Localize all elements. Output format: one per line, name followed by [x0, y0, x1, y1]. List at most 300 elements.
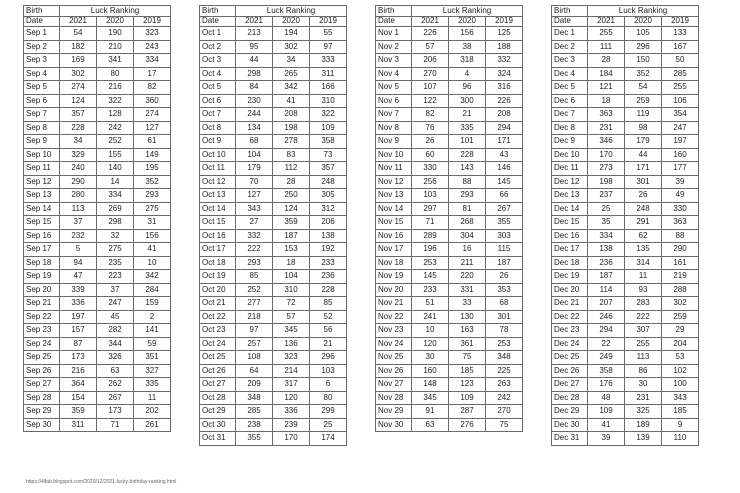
rank-cell: 294 — [588, 324, 625, 338]
rank-cell: 185 — [662, 405, 699, 419]
rank-cell: 291 — [625, 216, 662, 230]
rank-cell: 57 — [273, 310, 310, 324]
rank-cell: 326 — [97, 351, 134, 365]
rank-cell: 161 — [662, 256, 699, 270]
rank-cell: 47 — [60, 270, 97, 284]
birth-date-cell: Nov 12 — [376, 175, 412, 189]
table-row — [552, 216, 699, 230]
rank-cell: 361 — [449, 337, 486, 351]
table-row — [200, 243, 347, 257]
rank-cell: 177 — [662, 162, 699, 176]
rank-cell: 11 — [134, 391, 171, 405]
birth-date-cell: Oct 8 — [200, 121, 236, 135]
year-header: 2019 — [310, 16, 347, 27]
rank-cell: 322 — [97, 94, 134, 108]
birth-date-cell: Oct 6 — [200, 94, 236, 108]
table-row — [376, 297, 523, 311]
table-row — [376, 108, 523, 122]
birth-date-cell: Dec 9 — [552, 135, 588, 149]
birth-date-cell: Sep 27 — [24, 378, 60, 392]
rank-cell: 60 — [412, 148, 449, 162]
birth-date-cell: Dec 27 — [552, 378, 588, 392]
rank-cell: 30 — [625, 378, 662, 392]
rank-cell: 268 — [449, 216, 486, 230]
rank-cell: 26 — [625, 189, 662, 203]
birth-date-cell: Sep 29 — [24, 405, 60, 419]
birth-date-cell: Dec 12 — [552, 175, 588, 189]
birth-date-cell: Oct 28 — [200, 391, 236, 405]
table-row — [24, 81, 171, 95]
rank-cell: 34 — [273, 54, 310, 68]
rank-cell: 29 — [662, 324, 699, 338]
rank-cell: 237 — [588, 189, 625, 203]
rank-cell: 275 — [134, 202, 171, 216]
header-row-2 — [552, 16, 699, 27]
rank-cell: 236 — [588, 256, 625, 270]
birth-date-cell: Oct 25 — [200, 351, 236, 365]
table-row — [24, 378, 171, 392]
rank-cell: 63 — [97, 364, 134, 378]
rank-cell: 171 — [486, 135, 523, 149]
rank-cell: 192 — [310, 243, 347, 257]
rank-cell: 6 — [310, 378, 347, 392]
rank-cell: 179 — [236, 162, 273, 176]
rank-cell: 173 — [97, 405, 134, 419]
header-row-1 — [200, 6, 347, 17]
birth-date-cell: Sep 10 — [24, 148, 60, 162]
rank-cell: 41 — [588, 418, 625, 432]
rank-cell: 176 — [588, 378, 625, 392]
rank-cell: 49 — [662, 189, 699, 203]
rank-cell: 239 — [273, 418, 310, 432]
birth-date-cell: Oct 30 — [200, 418, 236, 432]
birth-date-cell: Dec 14 — [552, 202, 588, 216]
birth-date-cell: Sep 11 — [24, 162, 60, 176]
birth-date-cell: Sep 19 — [24, 270, 60, 284]
rank-cell: 209 — [236, 378, 273, 392]
rank-cell: 160 — [412, 364, 449, 378]
birth-date-cell: Nov 7 — [376, 108, 412, 122]
table-row — [24, 351, 171, 365]
rank-cell: 138 — [310, 229, 347, 243]
rank-cell: 244 — [236, 108, 273, 122]
rank-cell: 214 — [273, 364, 310, 378]
rank-cell: 51 — [412, 297, 449, 311]
rank-cell: 98 — [625, 121, 662, 135]
rank-cell: 252 — [97, 135, 134, 149]
rank-cell: 108 — [236, 351, 273, 365]
rank-cell: 102 — [662, 364, 699, 378]
table-row — [552, 148, 699, 162]
birth-date-cell: Nov 23 — [376, 324, 412, 338]
rank-cell: 197 — [662, 135, 699, 149]
birth-date-cell: Dec 18 — [552, 256, 588, 270]
table-row — [200, 108, 347, 122]
rank-cell: 95 — [236, 40, 273, 54]
rank-cell: 194 — [273, 27, 310, 41]
rank-cell: 247 — [97, 297, 134, 311]
birth-date-cell: Dec 13 — [552, 189, 588, 203]
rank-cell: 294 — [486, 121, 523, 135]
rank-cell: 355 — [236, 432, 273, 446]
rank-cell: 345 — [273, 324, 310, 338]
rank-cell: 21 — [310, 337, 347, 351]
rank-cell: 316 — [486, 81, 523, 95]
header-row-1 — [376, 6, 523, 17]
rank-cell: 45 — [97, 310, 134, 324]
rank-cell: 318 — [449, 54, 486, 68]
rank-cell: 127 — [236, 189, 273, 203]
table-row — [552, 310, 699, 324]
rank-cell: 72 — [273, 297, 310, 311]
rank-cell: 296 — [310, 351, 347, 365]
rank-cell: 109 — [588, 405, 625, 419]
rank-cell: 187 — [588, 270, 625, 284]
rank-cell: 334 — [588, 229, 625, 243]
rank-cell: 50 — [662, 54, 699, 68]
rank-cell: 154 — [60, 391, 97, 405]
rank-cell: 68 — [486, 297, 523, 311]
rank-cell: 127 — [134, 121, 171, 135]
rank-cell: 210 — [97, 40, 134, 54]
rank-cell: 38 — [449, 40, 486, 54]
table-row — [24, 189, 171, 203]
rank-cell: 302 — [60, 67, 97, 81]
birth-date-cell: Oct 5 — [200, 81, 236, 95]
rank-cell: 101 — [449, 135, 486, 149]
rank-cell: 94 — [60, 256, 97, 270]
rank-cell: 61 — [134, 135, 171, 149]
rank-cell: 253 — [486, 337, 523, 351]
birth-date-cell: Dec 4 — [552, 67, 588, 81]
rank-cell: 297 — [412, 202, 449, 216]
rank-cell: 113 — [625, 351, 662, 365]
rank-cell: 70 — [236, 175, 273, 189]
table-row — [24, 67, 171, 81]
table-row — [376, 270, 523, 284]
rank-cell: 310 — [273, 283, 310, 297]
birth-date-cell: Nov 2 — [376, 40, 412, 54]
rank-cell: 71 — [412, 216, 449, 230]
rank-cell: 236 — [310, 270, 347, 284]
rank-cell: 293 — [449, 189, 486, 203]
rank-cell: 157 — [60, 324, 97, 338]
year-header: 2020 — [449, 16, 486, 27]
table-row — [24, 418, 171, 432]
luck-ranking-header: Luck Ranking — [236, 6, 347, 17]
table-row — [376, 135, 523, 149]
birth-date-cell: Dec 16 — [552, 229, 588, 243]
year-header: 2019 — [486, 16, 523, 27]
rank-cell: 339 — [60, 283, 97, 297]
table-row — [376, 256, 523, 270]
rank-cell: 330 — [412, 162, 449, 176]
rank-cell: 145 — [412, 270, 449, 284]
table-row — [200, 135, 347, 149]
rank-cell: 243 — [134, 40, 171, 54]
rank-cell: 112 — [273, 162, 310, 176]
rank-cell: 330 — [662, 202, 699, 216]
rank-cell: 341 — [97, 54, 134, 68]
table-row — [200, 310, 347, 324]
rank-cell: 96 — [449, 81, 486, 95]
rank-cell: 342 — [134, 270, 171, 284]
rank-cell: 223 — [97, 270, 134, 284]
rank-cell: 252 — [236, 283, 273, 297]
rank-cell: 242 — [97, 121, 134, 135]
rank-cell: 353 — [486, 283, 523, 297]
table-row — [552, 337, 699, 351]
rank-cell: 155 — [97, 148, 134, 162]
rank-cell: 64 — [236, 364, 273, 378]
birth-date-cell: Nov 14 — [376, 202, 412, 216]
table-nov — [375, 5, 523, 432]
rank-cell: 216 — [97, 81, 134, 95]
rank-cell: 52 — [310, 310, 347, 324]
rank-cell: 262 — [97, 378, 134, 392]
birth-date-cell: Dec 28 — [552, 391, 588, 405]
rank-cell: 149 — [134, 148, 171, 162]
rank-cell: 276 — [449, 418, 486, 432]
rank-cell: 364 — [60, 378, 97, 392]
rank-cell: 159 — [134, 297, 171, 311]
rank-cell: 359 — [60, 405, 97, 419]
rank-cell: 352 — [625, 67, 662, 81]
birth-date-cell: Dec 15 — [552, 216, 588, 230]
rank-cell: 206 — [412, 54, 449, 68]
rank-cell: 121 — [588, 81, 625, 95]
rank-cell: 145 — [486, 175, 523, 189]
rank-cell: 285 — [236, 405, 273, 419]
table-row — [552, 202, 699, 216]
rank-cell: 27 — [236, 216, 273, 230]
rank-cell: 198 — [273, 121, 310, 135]
birth-date-cell: Nov 5 — [376, 81, 412, 95]
rank-cell: 41 — [273, 94, 310, 108]
table-row — [24, 27, 171, 41]
table-row — [200, 40, 347, 54]
year-header: 2020 — [625, 16, 662, 27]
year-header: 2021 — [412, 16, 449, 27]
rank-cell: 66 — [486, 189, 523, 203]
rank-cell: 143 — [449, 162, 486, 176]
luck-ranking-header: Luck Ranking — [60, 6, 171, 17]
rank-cell: 136 — [273, 337, 310, 351]
rank-cell: 208 — [486, 108, 523, 122]
table-row — [376, 94, 523, 108]
rank-cell: 301 — [625, 175, 662, 189]
year-header: 2021 — [60, 16, 97, 27]
rank-cell: 363 — [588, 108, 625, 122]
rank-cell: 55 — [310, 27, 347, 41]
rank-cell: 124 — [60, 94, 97, 108]
birth-date-cell: Dec 31 — [552, 432, 588, 446]
table-row — [200, 324, 347, 338]
rank-cell: 228 — [310, 283, 347, 297]
table-row — [200, 405, 347, 419]
rank-cell: 5 — [60, 243, 97, 257]
rank-cell: 249 — [588, 351, 625, 365]
date-header: Date — [552, 16, 588, 27]
rank-cell: 358 — [310, 135, 347, 149]
rank-cell: 153 — [273, 243, 310, 257]
table-row — [376, 40, 523, 54]
rank-cell: 332 — [236, 229, 273, 243]
rank-cell: 240 — [60, 162, 97, 176]
table-row — [24, 202, 171, 216]
rank-cell: 248 — [625, 202, 662, 216]
birth-date-cell: Nov 13 — [376, 189, 412, 203]
birth-date-cell: Sep 14 — [24, 202, 60, 216]
rank-cell: 225 — [486, 364, 523, 378]
rank-cell: 37 — [97, 283, 134, 297]
rank-cell: 282 — [97, 324, 134, 338]
rank-cell: 332 — [486, 54, 523, 68]
rank-cell: 134 — [236, 121, 273, 135]
rank-cell: 270 — [412, 67, 449, 81]
rank-cell: 307 — [625, 324, 662, 338]
birth-header: Birth — [200, 6, 236, 17]
rank-cell: 231 — [588, 121, 625, 135]
birth-date-cell: Oct 11 — [200, 162, 236, 176]
rank-cell: 169 — [60, 54, 97, 68]
rank-cell: 299 — [310, 405, 347, 419]
table-row — [200, 202, 347, 216]
rank-cell: 171 — [625, 162, 662, 176]
rank-cell: 302 — [273, 40, 310, 54]
rank-cell: 85 — [236, 270, 273, 284]
rank-cell: 39 — [662, 175, 699, 189]
rank-cell: 141 — [134, 324, 171, 338]
rank-cell: 44 — [236, 54, 273, 68]
birth-date-cell: Sep 23 — [24, 324, 60, 338]
table-row — [552, 432, 699, 446]
table-row — [24, 297, 171, 311]
rank-cell: 357 — [310, 162, 347, 176]
rank-cell: 68 — [236, 135, 273, 149]
rank-cell: 148 — [412, 378, 449, 392]
rank-cell: 123 — [449, 378, 486, 392]
rank-cell: 323 — [273, 351, 310, 365]
birth-date-cell: Dec 24 — [552, 337, 588, 351]
rank-cell: 37 — [60, 216, 97, 230]
rank-cell: 304 — [449, 229, 486, 243]
birth-date-cell: Dec 8 — [552, 121, 588, 135]
year-header: 2020 — [273, 16, 310, 27]
rank-cell: 25 — [588, 202, 625, 216]
birth-date-cell: Oct 4 — [200, 67, 236, 81]
table-row — [376, 189, 523, 203]
rank-cell: 354 — [662, 108, 699, 122]
birth-date-cell: Nov 20 — [376, 283, 412, 297]
header-row-2 — [24, 16, 171, 27]
rank-cell: 222 — [625, 310, 662, 324]
rank-cell: 273 — [588, 162, 625, 176]
birth-date-cell: Oct 9 — [200, 135, 236, 149]
birth-date-cell: Sep 25 — [24, 351, 60, 365]
birth-date-cell: Dec 5 — [552, 81, 588, 95]
rank-cell: 114 — [588, 283, 625, 297]
table-row — [552, 162, 699, 176]
birth-date-cell: Oct 3 — [200, 54, 236, 68]
rank-cell: 208 — [273, 108, 310, 122]
table-row — [24, 405, 171, 419]
rank-cell: 182 — [60, 40, 97, 54]
rank-cell: 250 — [273, 189, 310, 203]
table-row — [24, 94, 171, 108]
birth-date-cell: Nov 15 — [376, 216, 412, 230]
rank-cell: 113 — [60, 202, 97, 216]
year-header: 2020 — [97, 16, 134, 27]
table-row — [376, 202, 523, 216]
rank-cell: 82 — [412, 108, 449, 122]
rank-cell: 150 — [625, 54, 662, 68]
table-row — [376, 54, 523, 68]
table-row — [24, 337, 171, 351]
rank-cell: 39 — [588, 432, 625, 446]
rank-cell: 76 — [412, 121, 449, 135]
table-row — [24, 229, 171, 243]
rank-cell: 242 — [486, 391, 523, 405]
table-row — [24, 108, 171, 122]
rank-cell: 248 — [310, 175, 347, 189]
rank-cell: 255 — [625, 337, 662, 351]
rank-cell: 228 — [449, 148, 486, 162]
birth-date-cell: Oct 13 — [200, 189, 236, 203]
rank-cell: 288 — [662, 283, 699, 297]
rank-cell: 289 — [412, 229, 449, 243]
birth-date-cell: Dec 20 — [552, 283, 588, 297]
rank-cell: 247 — [662, 121, 699, 135]
rank-cell: 41 — [134, 243, 171, 257]
table-row — [24, 243, 171, 257]
rank-cell: 122 — [412, 94, 449, 108]
header-row-1 — [552, 6, 699, 17]
rank-cell: 336 — [60, 297, 97, 311]
rank-cell: 83 — [273, 148, 310, 162]
birth-date-cell: Nov 16 — [376, 229, 412, 243]
birth-date-cell: Nov 3 — [376, 54, 412, 68]
rank-cell: 357 — [60, 108, 97, 122]
birth-date-cell: Nov 9 — [376, 135, 412, 149]
table-row — [200, 27, 347, 41]
table-row — [376, 310, 523, 324]
table-row — [552, 418, 699, 432]
table-row — [376, 418, 523, 432]
rank-cell: 128 — [97, 108, 134, 122]
birth-date-cell: Nov 27 — [376, 378, 412, 392]
table-row — [24, 40, 171, 54]
table-row — [376, 27, 523, 41]
rank-cell: 91 — [412, 405, 449, 419]
birth-header: Birth — [376, 6, 412, 17]
rank-cell: 48 — [588, 391, 625, 405]
birth-date-cell: Oct 19 — [200, 270, 236, 284]
table-row — [376, 405, 523, 419]
rank-cell: 179 — [625, 135, 662, 149]
birth-date-cell: Sep 24 — [24, 337, 60, 351]
year-header: 2021 — [588, 16, 625, 27]
birth-date-cell: Oct 31 — [200, 432, 236, 446]
rank-cell: 119 — [625, 108, 662, 122]
birth-date-cell: Oct 15 — [200, 216, 236, 230]
birth-date-cell: Oct 17 — [200, 243, 236, 257]
table-row — [552, 189, 699, 203]
birth-date-cell: Sep 17 — [24, 243, 60, 257]
rank-cell: 78 — [486, 324, 523, 338]
rank-cell: 343 — [662, 391, 699, 405]
rank-cell: 261 — [134, 418, 171, 432]
